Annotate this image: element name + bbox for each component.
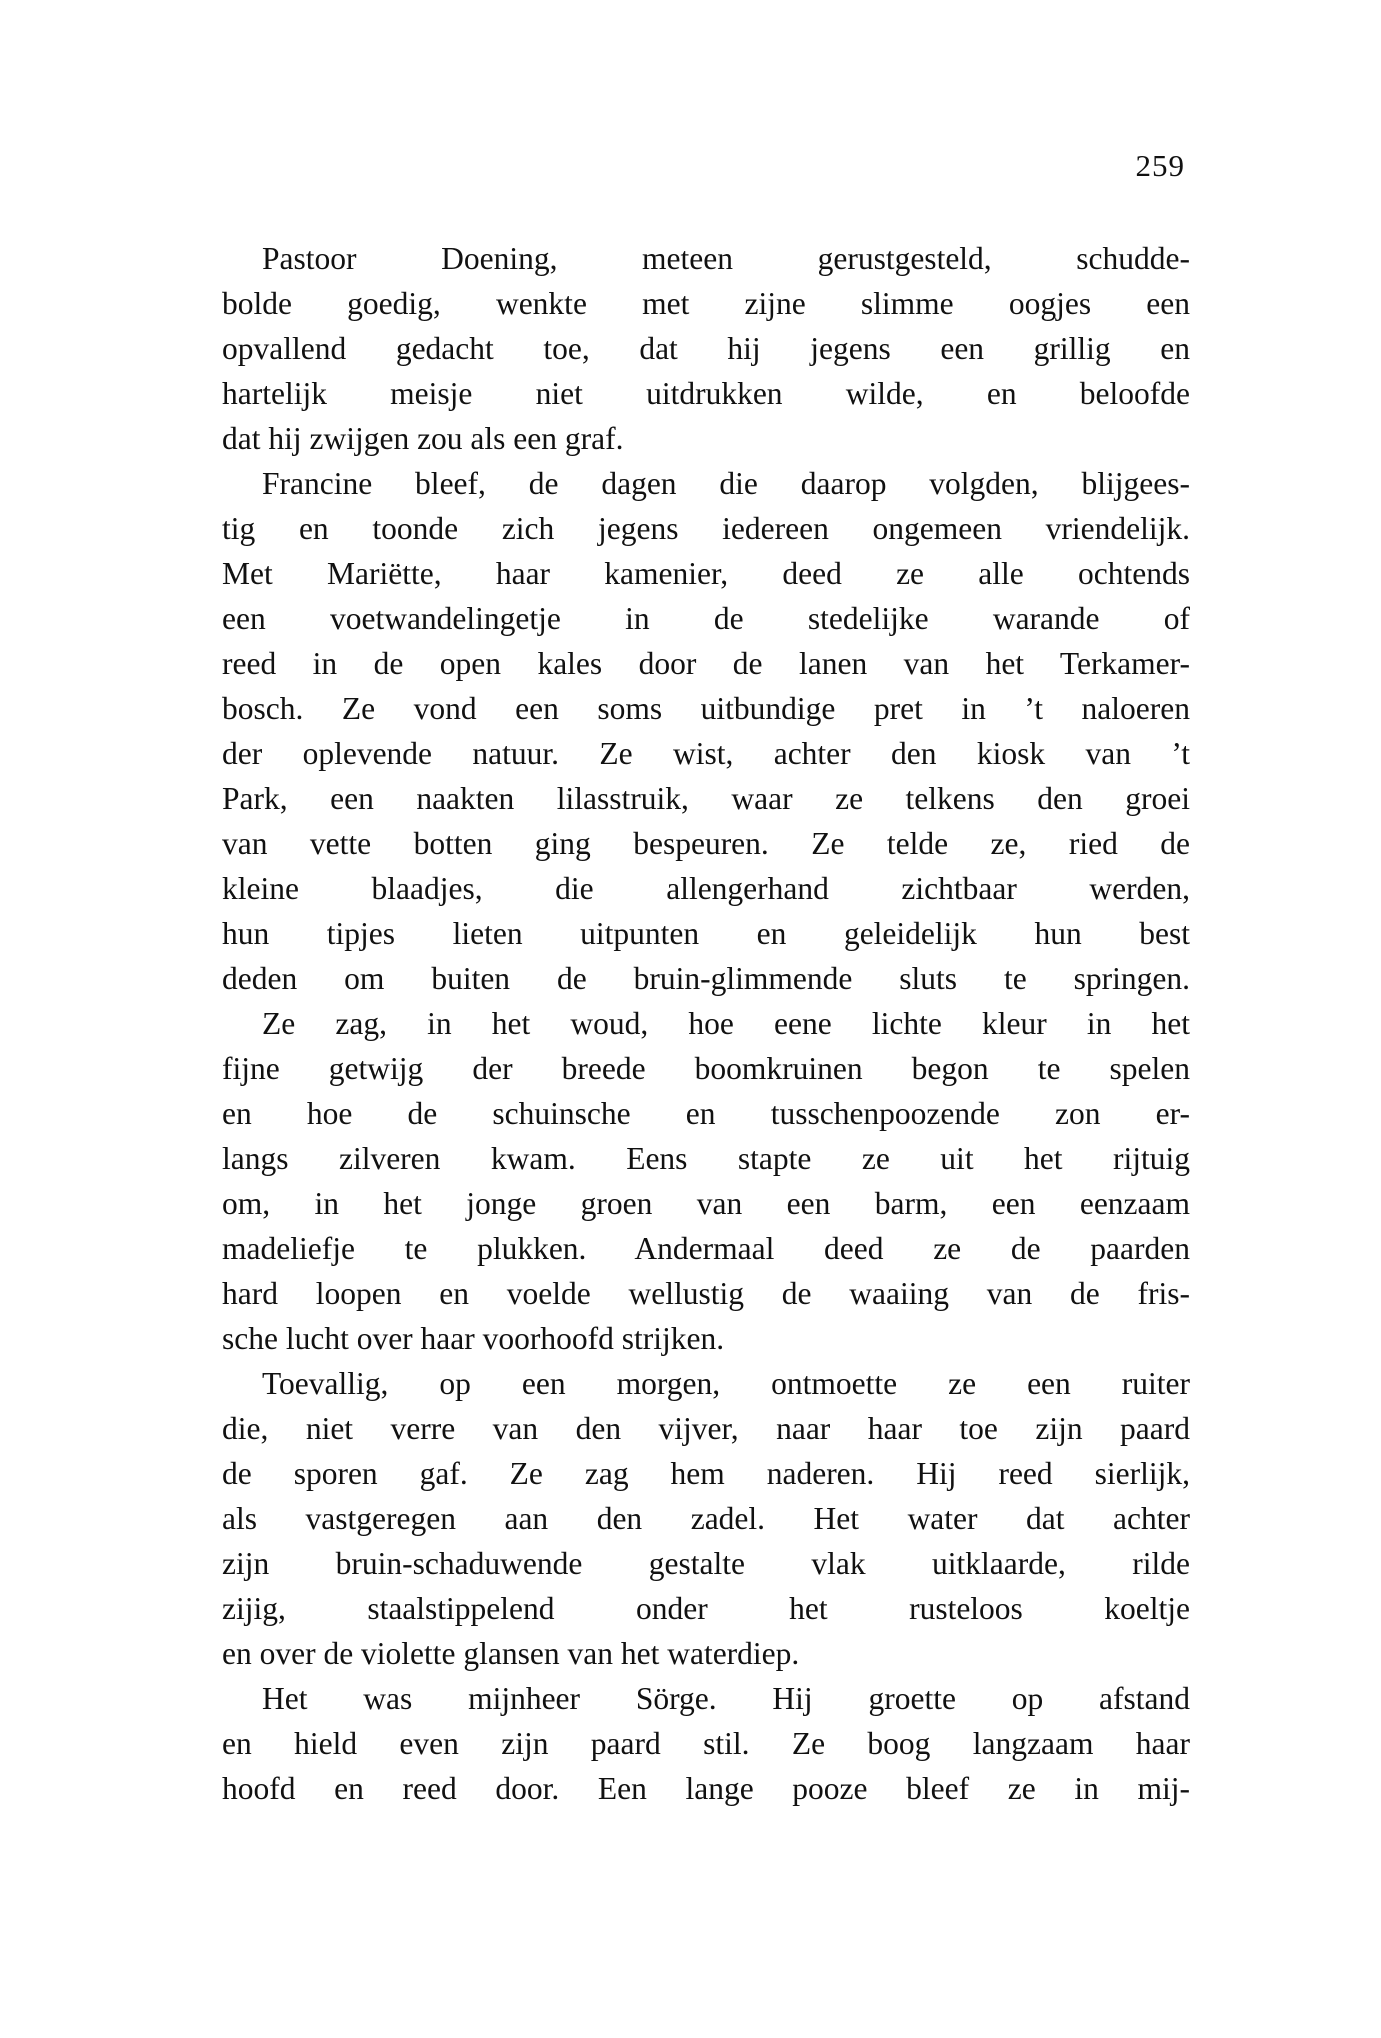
- text-line: die, niet verre van den vijver, naar haar toe zijn paard: [222, 1411, 1190, 1446]
- text-line: Pastoor Doening, meteen gerustgesteld, schudde-: [262, 241, 1190, 276]
- text-line: kleine blaadjes, die allengerhand zichtbaar werden,: [222, 871, 1190, 906]
- text-line: sche lucht over haar voorhoofd strijken.: [222, 1321, 725, 1356]
- text-line: Het was mijnheer Sörge. Hij groette op afstand: [262, 1681, 1190, 1716]
- text-line: de sporen gaf. Ze zag hem naderen. Hij reed sierlijk,: [222, 1456, 1190, 1491]
- text-line: Ze zag, in het woud, hoe eene lichte kleur in het: [262, 1006, 1190, 1041]
- text-line: fijne getwijg der breede boomkruinen begon te spelen: [222, 1051, 1190, 1086]
- text-line: reed in de open kales door de lanen van het Terkamer-: [222, 646, 1190, 681]
- text-line: madeliefje te plukken. Andermaal deed ze de paarden: [222, 1231, 1190, 1266]
- text-line: en hoe de schuinsche en tusschenpoozende zon er-: [222, 1096, 1190, 1131]
- text-line: zijn bruin-schaduwende gestalte vlak uitklaarde, rilde: [222, 1546, 1190, 1581]
- text-line: Park, een naakten lilasstruik, waar ze telkens den groei: [222, 781, 1190, 816]
- text-line: opvallend gedacht toe, dat hij jegens een grillig en: [222, 331, 1190, 366]
- paragraph: [222, 1676, 1190, 1811]
- text-line: als vastgeregen aan den zadel. Het water dat achter: [222, 1501, 1190, 1536]
- text-line: en hield even zijn paard stil. Ze boog langzaam haar: [222, 1726, 1190, 1761]
- text-line: hun tipjes lieten uitpunten en geleidelijk hun best: [222, 916, 1190, 951]
- text-line: Francine bleef, de dagen die daarop volgden, blijgees-: [262, 466, 1190, 501]
- text-line: een voetwandelingetje in de stedelijke warande of: [222, 601, 1190, 636]
- text-line: van vette botten ging bespeuren. Ze telde ze, ried de: [222, 826, 1190, 861]
- paragraph: [222, 461, 1190, 1001]
- text-line: hartelijk meisje niet uitdrukken wilde, en beloofde: [222, 376, 1190, 411]
- text-line: tig en toonde zich jegens iedereen ongemeen vriendelijk.: [222, 511, 1190, 546]
- text-line: der oplevende natuur. Ze wist, achter den kiosk van ’t: [222, 736, 1190, 771]
- text-line: Met Mariëtte, haar kamenier, deed ze alle ochtends: [222, 556, 1190, 591]
- text-line: Toevallig, op een morgen, ontmoette ze een ruiter: [262, 1366, 1190, 1401]
- paragraph: [222, 236, 1190, 461]
- paragraph: [222, 1001, 1190, 1361]
- text-line: zijig, staalstippelend onder het rusteloos koeltje: [222, 1591, 1190, 1626]
- text-line: en over de violette glansen van het waterdiep.: [222, 1636, 800, 1671]
- text-line: dat hij zwijgen zou als een graf.: [222, 421, 624, 456]
- text-line: deden om buiten de bruin-glimmende sluts te springen.: [222, 961, 1190, 996]
- text-line: hard loopen en voelde wellustig de waaiing van de fris-: [222, 1276, 1190, 1311]
- text-line: om, in het jonge groen van een barm, een eenzaam: [222, 1186, 1190, 1221]
- text-line: langs zilveren kwam. Eens stapte ze uit het rijtuig: [222, 1141, 1190, 1176]
- text-line: bosch. Ze vond een soms uitbundige pret in ’t naloeren: [222, 691, 1190, 726]
- page-number: 259: [1135, 148, 1185, 183]
- paragraph: [222, 1361, 1190, 1676]
- text-line: bolde goedig, wenkte met zijne slimme oogjes een: [222, 286, 1190, 321]
- text-line: hoofd en reed door. Een lange pooze bleef ze in mij-: [222, 1771, 1190, 1806]
- body-text: [222, 236, 1190, 1811]
